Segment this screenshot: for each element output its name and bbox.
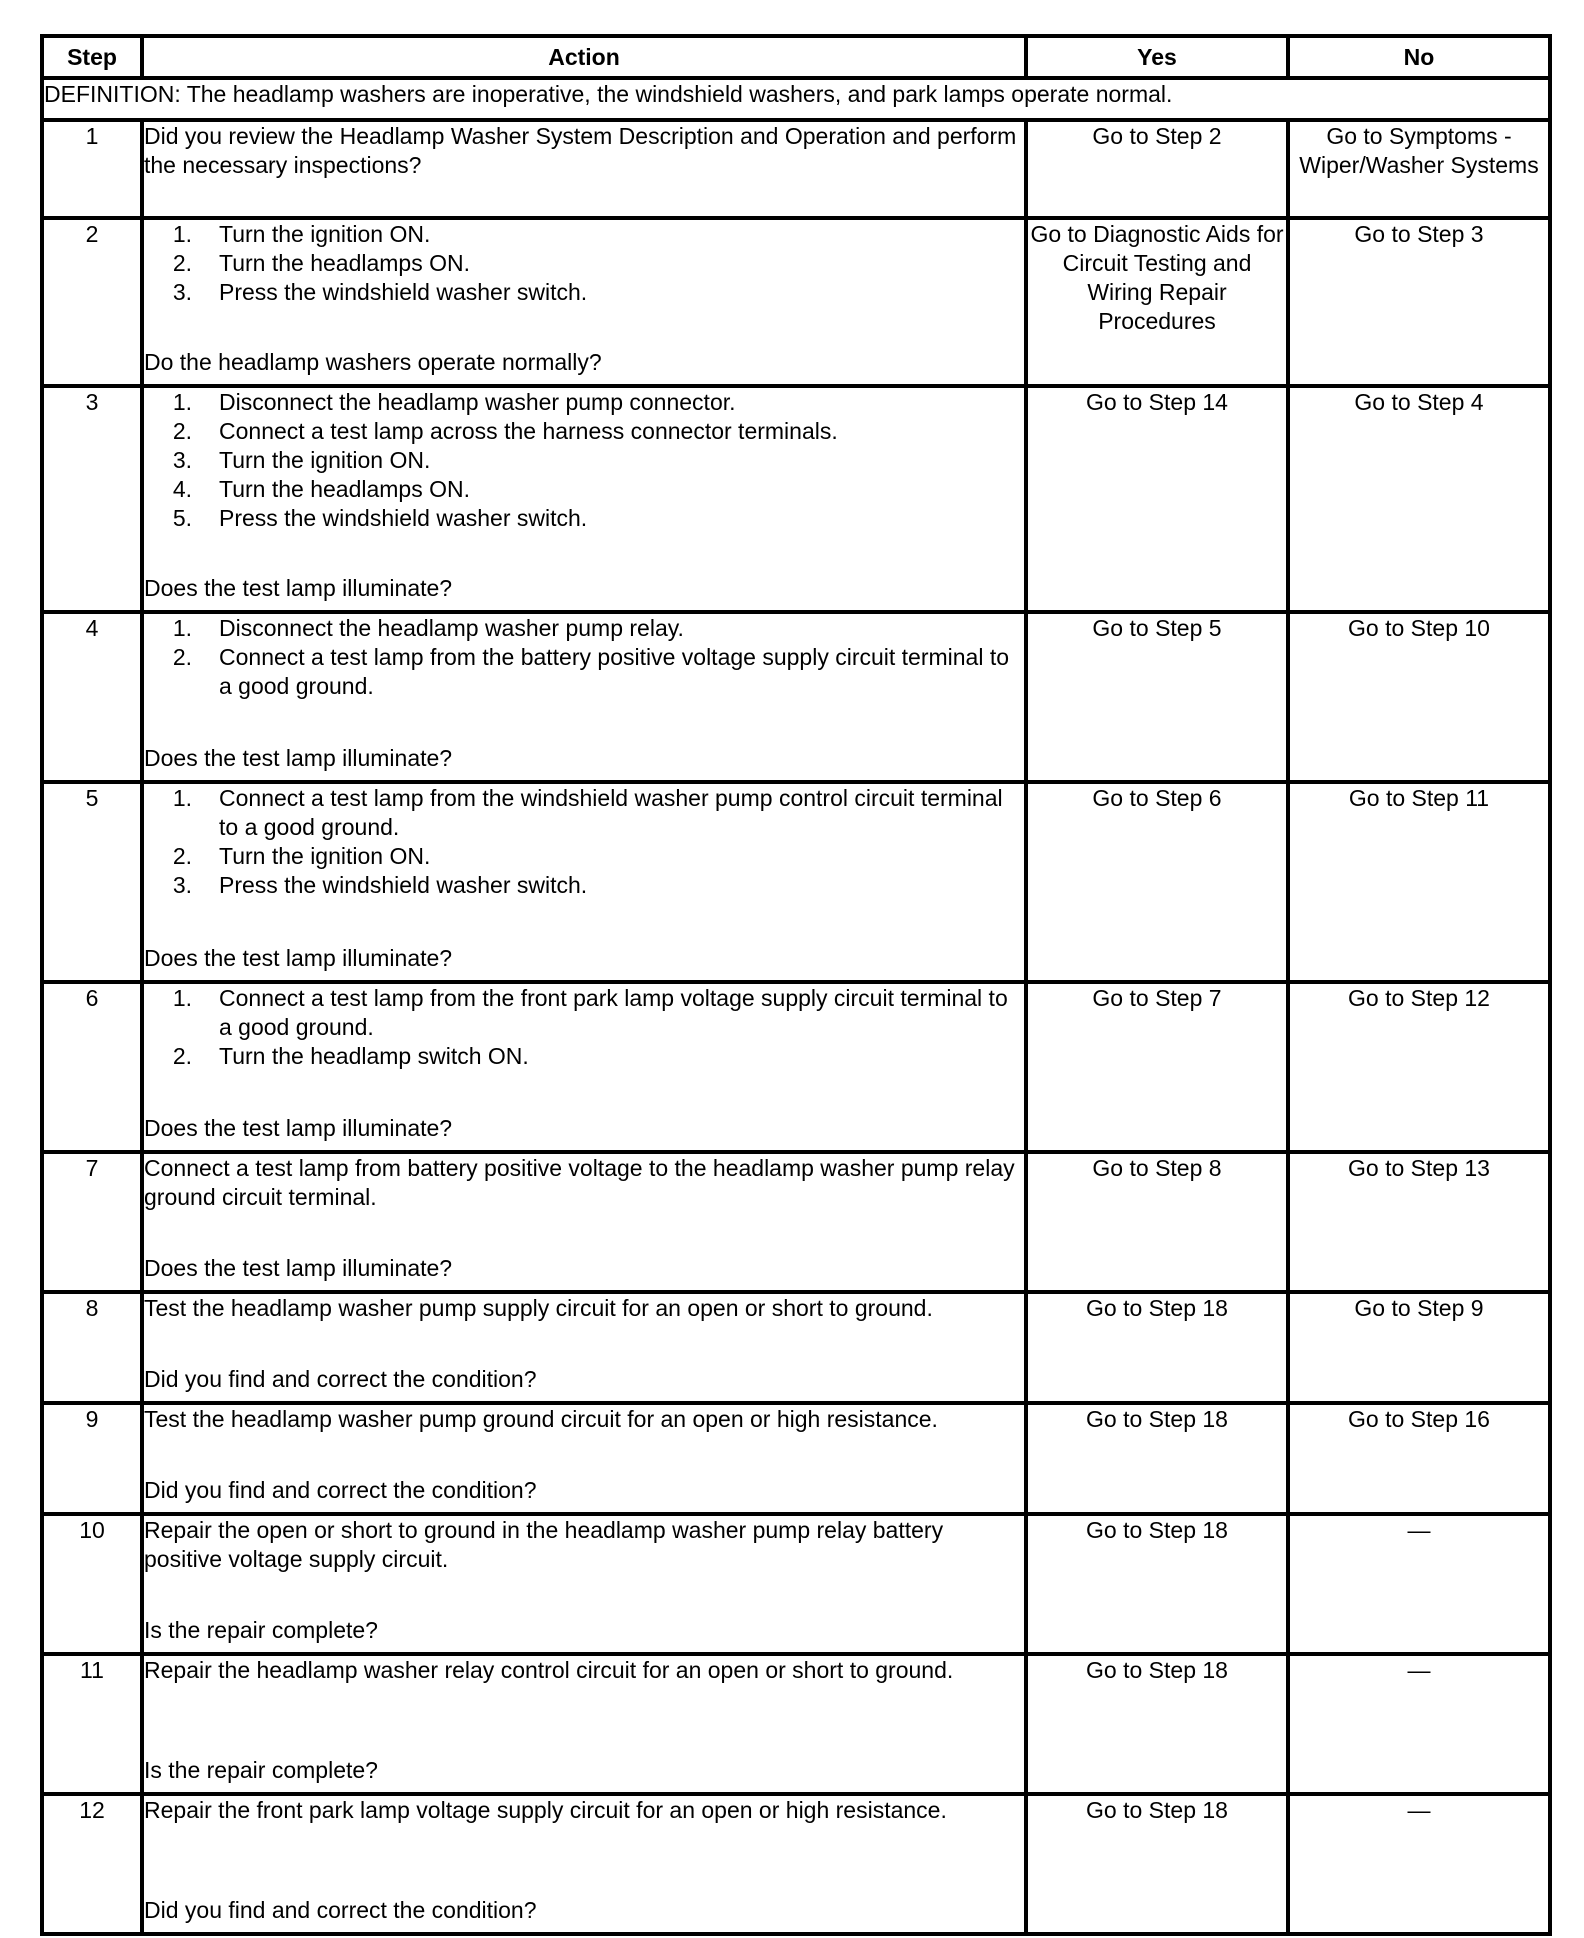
list-item [144, 388, 1024, 417]
step-row [42, 1654, 1550, 1794]
list-item-text: Disconnect the headlamp washer pump relay. [219, 615, 684, 641]
list-item-number: 4. [172, 476, 192, 502]
list-item-number: 3. [172, 447, 192, 473]
list-item-text: Press the windshield washer switch. [219, 505, 588, 531]
action-text: Repair the open or short to ground in the headlamp washer pump relay battery positive voltage supply circuit. [144, 1517, 944, 1572]
list-item-number: 1. [172, 985, 192, 1011]
action-cell [142, 1403, 1026, 1514]
step-row [42, 1794, 1550, 1934]
yes-result: Go to Step 5 [1026, 612, 1288, 782]
action-steps-list [144, 784, 1024, 900]
action-steps-list [144, 614, 1024, 701]
step-number: 7 [42, 1152, 142, 1292]
definition-row [42, 78, 1550, 120]
list-item-text: Turn the headlamp switch ON. [219, 1043, 529, 1069]
yes-result: Go to Step 18 [1026, 1292, 1288, 1403]
list-item-number: 2. [172, 1043, 192, 1069]
list-item [144, 278, 1024, 307]
action-question: Did you find and correct the condition? [144, 1477, 537, 1503]
list-item-number: 5. [172, 505, 192, 531]
list-item-number: 3. [172, 279, 192, 305]
list-item-number: 1. [172, 389, 192, 415]
step-number: 9 [42, 1403, 142, 1514]
list-item-number: 3. [172, 872, 192, 898]
header-no: No [1288, 36, 1550, 78]
step-number: 3 [42, 386, 142, 612]
list-item [144, 504, 1024, 533]
action-text: Test the headlamp washer pump supply circuit for an open or short to ground. [144, 1295, 933, 1321]
list-item-number: 2. [172, 250, 192, 276]
list-item-text: Press the windshield washer switch. [219, 279, 588, 305]
no-result: Go to Symptoms - Wiper/Washer Systems [1288, 120, 1550, 218]
action-text: Repair the front park lamp voltage supply circuit for an open or high resistance. [144, 1797, 947, 1823]
action-cell [142, 218, 1026, 386]
action-cell [142, 386, 1026, 612]
list-item-number: 2. [172, 644, 192, 670]
step-number: 6 [42, 982, 142, 1152]
list-item [144, 984, 1024, 1042]
yes-result: Go to Step 8 [1026, 1152, 1288, 1292]
list-item-text: Connect a test lamp from the battery positive voltage supply circuit terminal to a good ground. [219, 644, 1010, 699]
action-cell [142, 782, 1026, 982]
list-item-text: Disconnect the headlamp washer pump connector. [219, 389, 736, 415]
action-text: Did you review the Headlamp Washer System Description and Operation and perform the necessary inspections? [144, 123, 1017, 178]
yes-result: Go to Step 18 [1026, 1654, 1288, 1794]
action-cell [142, 120, 1026, 218]
action-text: Repair the headlamp washer relay control circuit for an open or short to ground. [144, 1657, 954, 1683]
list-item-number: 2. [172, 843, 192, 869]
step-row [42, 1514, 1550, 1654]
list-item-text: Turn the ignition ON. [219, 221, 431, 247]
list-item-text: Turn the ignition ON. [219, 447, 431, 473]
step-number: 10 [42, 1514, 142, 1654]
step-row [42, 218, 1550, 386]
action-question: Does the test lamp illuminate? [144, 575, 453, 601]
definition-text: DEFINITION: The headlamp washers are inoperative, the windshield washers, and park lamps operate normal. [42, 78, 1550, 120]
no-result: — [1288, 1794, 1550, 1934]
yes-result: Go to Diagnostic Aids for Circuit Testing and Wiring Repair Procedures [1026, 218, 1288, 386]
list-item [144, 417, 1024, 446]
step-number: 11 [42, 1654, 142, 1794]
list-item-text: Turn the ignition ON. [219, 843, 431, 869]
action-steps-list [144, 984, 1024, 1071]
step-row [42, 612, 1550, 782]
yes-result: Go to Step 18 [1026, 1403, 1288, 1514]
list-item [144, 446, 1024, 475]
action-steps-list [144, 388, 1024, 533]
step-row [42, 782, 1550, 982]
list-item-number: 2. [172, 418, 192, 444]
step-row [42, 1403, 1550, 1514]
action-steps-list [144, 220, 1024, 307]
step-number: 8 [42, 1292, 142, 1403]
step-row [42, 120, 1550, 218]
step-number: 1 [42, 120, 142, 218]
list-item [144, 1042, 1024, 1071]
no-result: Go to Step 13 [1288, 1152, 1550, 1292]
list-item-text: Turn the headlamps ON. [219, 476, 470, 502]
list-item [144, 220, 1024, 249]
list-item-number: 1. [172, 221, 192, 247]
no-result: Go to Step 16 [1288, 1403, 1550, 1514]
yes-result: Go to Step 14 [1026, 386, 1288, 612]
action-cell [142, 612, 1026, 782]
list-item-text: Connect a test lamp across the harness connector terminals. [219, 418, 838, 444]
no-result: — [1288, 1654, 1550, 1794]
action-question: Did you find and correct the condition? [144, 1366, 537, 1392]
action-question: Do the headlamp washers operate normally? [144, 349, 602, 375]
list-item-text: Connect a test lamp from the windshield washer pump control circuit terminal to a good ground. [219, 785, 1003, 840]
action-cell [142, 1152, 1026, 1292]
action-question: Did you find and correct the condition? [144, 1897, 537, 1923]
step-row [42, 982, 1550, 1152]
no-result: Go to Step 9 [1288, 1292, 1550, 1403]
action-question: Is the repair complete? [144, 1757, 378, 1783]
no-result: Go to Step 4 [1288, 386, 1550, 612]
action-cell [142, 1292, 1026, 1403]
list-item [144, 871, 1024, 900]
step-row [42, 386, 1550, 612]
list-item-text: Connect a test lamp from the front park lamp voltage supply circuit terminal to a good ground. [219, 985, 1008, 1040]
action-question: Does the test lamp illuminate? [144, 745, 453, 771]
list-item-text: Press the windshield washer switch. [219, 872, 588, 898]
action-question: Is the repair complete? [144, 1617, 378, 1643]
action-cell [142, 1514, 1026, 1654]
action-question: Does the test lamp illuminate? [144, 945, 453, 971]
list-item-number: 1. [172, 615, 192, 641]
list-item [144, 784, 1024, 842]
list-item-text: Turn the headlamps ON. [219, 250, 470, 276]
no-result: Go to Step 12 [1288, 982, 1550, 1152]
yes-result: Go to Step 18 [1026, 1794, 1288, 1934]
header-action: Action [142, 36, 1026, 78]
no-result: Go to Step 11 [1288, 782, 1550, 982]
step-number: 12 [42, 1794, 142, 1934]
yes-result: Go to Step 2 [1026, 120, 1288, 218]
action-cell [142, 1654, 1026, 1794]
list-item-number: 1. [172, 785, 192, 811]
step-number: 5 [42, 782, 142, 982]
no-result: Go to Step 3 [1288, 218, 1550, 386]
action-question: Does the test lamp illuminate? [144, 1255, 453, 1281]
header-yes: Yes [1026, 36, 1288, 78]
action-text: Test the headlamp washer pump ground circuit for an open or high resistance. [144, 1406, 938, 1432]
list-item [144, 842, 1024, 871]
header-row [42, 36, 1550, 78]
list-item [144, 614, 1024, 643]
yes-result: Go to Step 18 [1026, 1514, 1288, 1654]
action-text: Connect a test lamp from battery positive voltage to the headlamp washer pump relay ground circuit terminal. [144, 1155, 1015, 1210]
action-cell [142, 982, 1026, 1152]
step-row [42, 1292, 1550, 1403]
no-result: Go to Step 10 [1288, 612, 1550, 782]
list-item [144, 475, 1024, 504]
step-number: 2 [42, 218, 142, 386]
list-item [144, 643, 1024, 701]
action-question: Does the test lamp illuminate? [144, 1115, 453, 1141]
step-row [42, 1152, 1550, 1292]
action-cell [142, 1794, 1026, 1934]
no-result: — [1288, 1514, 1550, 1654]
step-number: 4 [42, 612, 142, 782]
list-item [144, 249, 1024, 278]
yes-result: Go to Step 7 [1026, 982, 1288, 1152]
header-step: Step [42, 36, 142, 78]
yes-result: Go to Step 6 [1026, 782, 1288, 982]
diagnostic-table [40, 34, 1552, 1936]
